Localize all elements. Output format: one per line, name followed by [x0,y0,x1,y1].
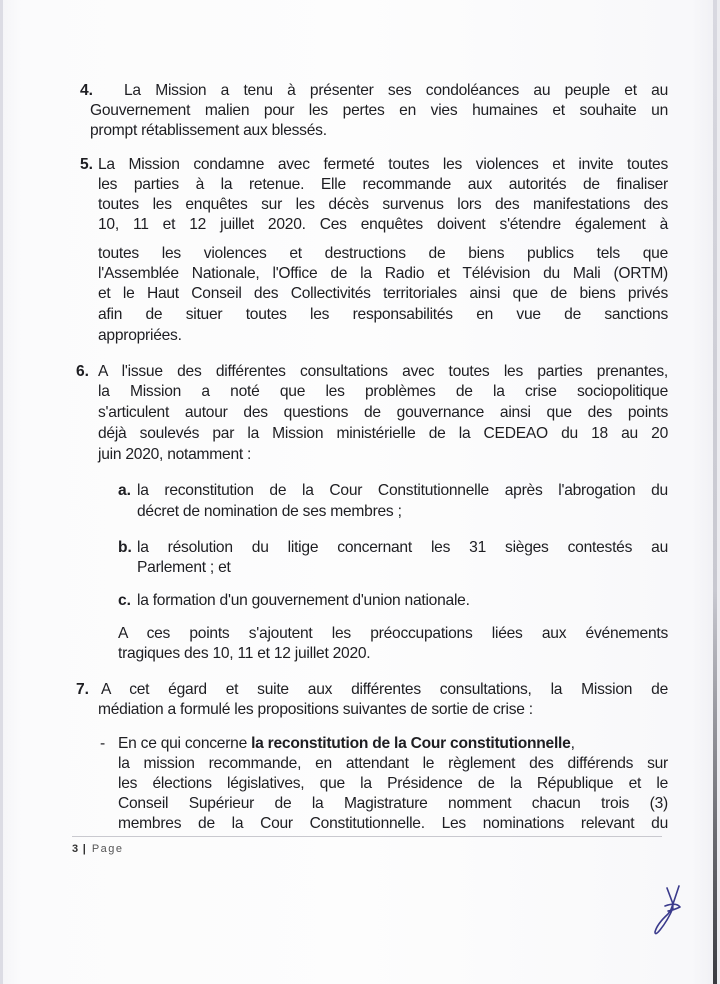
bullet-line: la mission recommande, en attendant le règlement des différends sur [118,755,668,772]
signature-initials-icon [640,880,690,940]
bullet-line: membres de la Cour Constitutionnelle. Les nominations relevant du [118,815,668,832]
paragraph-line: La Mission condamne avec fermeté toutes les violences et invite toutes [98,156,668,173]
page-left-edge [0,0,3,984]
sub-item-letter: a. [118,482,132,499]
paragraph-line: Gouvernement malien pour les pertes en vies humaines et souhaite un [90,102,668,119]
page-footer [72,842,124,856]
sub-item-letter: c. [118,592,132,609]
sub-item-line: la formation d'un gouvernement d'union nationale. [137,592,470,609]
bullet-after-bold: , [570,735,575,752]
paragraph-line: et le Haut Conseil des Collectivités territoriales ainsi que de biens privés [98,285,668,302]
page-label: Page [91,843,124,855]
paragraph-number: 4. [80,82,94,99]
paragraph-line: prompt rétablissement aux blessés. [90,122,327,139]
paragraph-line: la Mission a noté que les problèmes de la crise sociopolitique [98,383,668,400]
paragraph-line: s'articulent autour des questions de gouvernance ainsi que des points [98,404,668,421]
page-number: 3 [72,843,79,855]
bullet-marker: - [100,735,105,752]
paragraph-closing-line: A ces points s'ajoutent les préoccupations liées aux événements [118,625,668,642]
paragraph-line: médiation a formulé les propositions suivantes de sortie de crise : [98,701,533,718]
sub-item-letter: b. [118,539,132,556]
paragraph-line: appropriées. [98,327,182,344]
paragraph-line: 10, 11 et 12 juillet 2020. Ces enquêtes doivent s'étendre également à [98,216,668,233]
paragraph-line: l'Assemblée Nationale, l'Office de la Radio et Télévision du Mali (ORTM) [98,265,668,282]
paragraph-line: A l'issue des différentes consultations avec toutes les parties prenantes, [98,363,668,380]
bullet-bold-text: la reconstitution de la Cour constitutionnelle [251,735,571,752]
paragraph-number: 6. [76,363,90,380]
page-separator: | [82,843,88,855]
paragraph-line: afin de situer toutes les responsabilités en vue de sanctions [98,306,668,323]
sub-item-line: Parlement ; et [137,559,231,576]
sub-item-line: la reconstitution de la Cour Constitutionnelle après l'abrogation du [137,482,668,499]
sub-item-line: décret de nomination de ses membres ; [137,503,402,520]
paragraph-number: 7. [76,681,90,698]
paragraph-line: La Mission a tenu à présenter ses condoléances au peuple et au [124,82,668,99]
paragraph-line: déjà soulevés par la Mission ministérielle de la CEDEAO du 18 au 20 [98,425,668,442]
footer-divider [72,836,662,837]
paragraph-line: A cet égard et suite aux différentes consultations, la Mission de [101,681,668,698]
paragraph-closing-line: tragiques des 10, 11 et 12 juillet 2020. [118,645,371,662]
sub-item-line: la résolution du litige concernant les 31 sièges contestés au [137,539,668,556]
paragraph-line: toutes les enquêtes sur les décès survenus lors des manifestations des [98,196,668,213]
bullet-intro-text: En ce qui concerne [118,735,252,752]
paragraph-line: juin 2020, notamment : [98,446,252,463]
paragraph-line: les parties à la retenue. Elle recommande aux autorités de finaliser [98,176,668,193]
paragraph-number: 5. [80,156,94,173]
bullet-line: les élections législatives, que la Présidence de la République et le [118,775,668,792]
bullet-line: Conseil Supérieur de la Magistrature nomment chacun trois (3) [118,795,668,812]
bullet-first-line [118,734,575,753]
paragraph-line: toutes les violences et destructions de biens publics tels que [98,245,668,262]
